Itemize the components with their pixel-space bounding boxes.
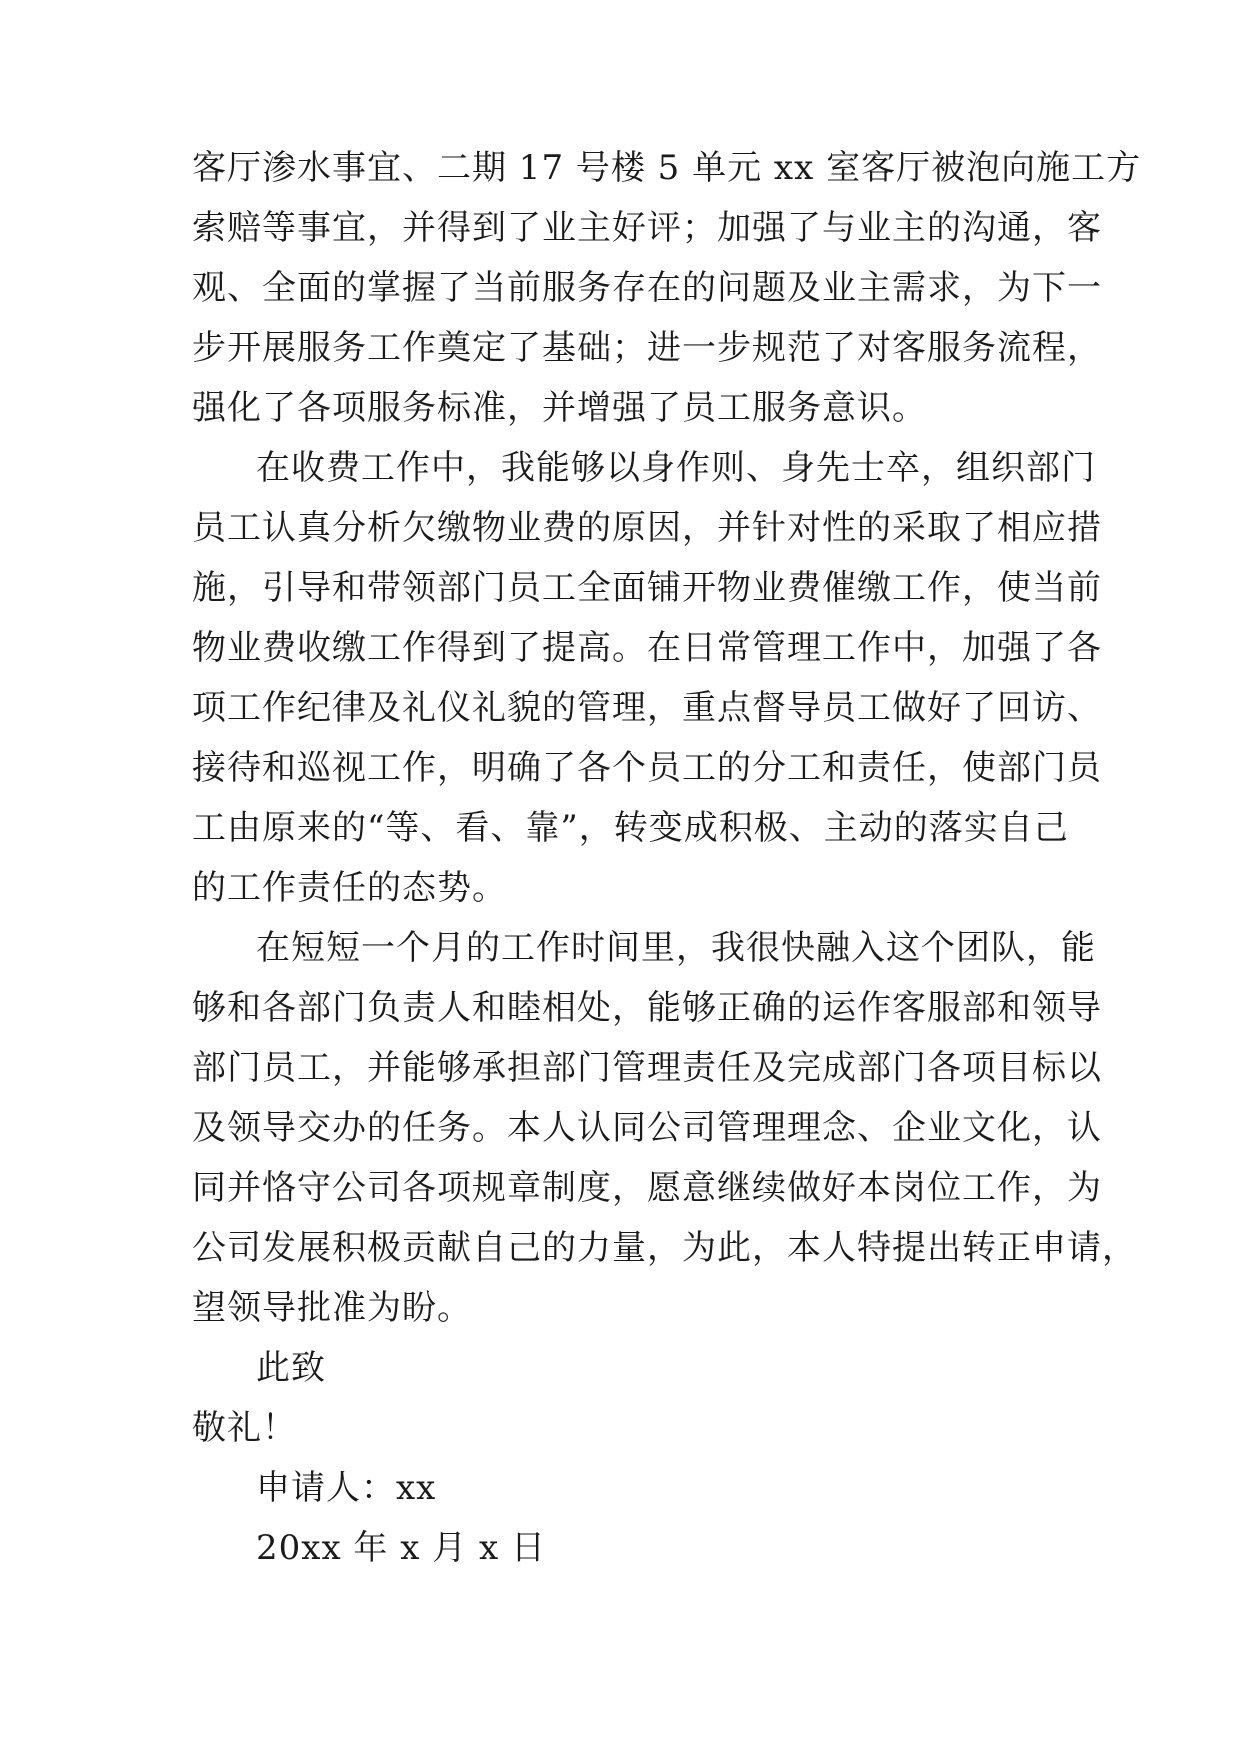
- body-line: 项工作纪律及礼仪礼貌的管理，重点督导员工做好了回访、: [192, 688, 1102, 728]
- body-line: 施，引导和带领部门员工全面铺开物业费催缴工作，使当前: [192, 568, 1102, 608]
- body-line: 工由原来的“等、看、靠”，转变成积极、主动的落实自己: [192, 808, 1069, 848]
- body-line: 公司发展积极贡献自己的力量，为此，本人特提出转正申请，: [192, 1228, 1137, 1268]
- body-line: 够和各部门负责人和睦相处，能够正确的运作客服部和领导: [192, 988, 1102, 1028]
- body-line: 客厅渗水事宜、二期 17 号楼 5 单元 xx 室客厅被泡向施工方: [192, 148, 1142, 188]
- body-line: 同并恪守公司各项规章制度，愿意继续做好本岗位工作，为: [192, 1168, 1102, 1208]
- closing-text: 此致: [256, 1348, 326, 1388]
- body-line: 的工作责任的态势。: [192, 868, 507, 908]
- body-line: 部门员工，并能够承担部门管理责任及完成部门各项目标以: [192, 1048, 1102, 1088]
- body-line: 强化了各项服务标准，并增强了员工服务意识。: [192, 388, 927, 428]
- body-line: 索赔等事宜，并得到了业主好评；加强了与业主的沟通，客: [192, 208, 1102, 248]
- applicant-signature: 申请人：xx: [256, 1468, 437, 1508]
- body-line: 员工认真分析欠缴物业费的原因，并针对性的采取了相应措: [192, 508, 1102, 548]
- body-line: 物业费收缴工作得到了提高。在日常管理工作中，加强了各: [192, 628, 1102, 668]
- document-date: 20xx 年 x 月 x 日: [256, 1528, 547, 1568]
- body-line: 望领导批准为盼。: [192, 1288, 472, 1328]
- body-line: 接待和巡视工作，明确了各个员工的分工和责任，使部门员: [192, 748, 1102, 788]
- body-line: 在收费工作中，我能够以身作则、身先士卒，组织部门: [256, 448, 1096, 488]
- body-line: 步开展服务工作奠定了基础；进一步规范了对客服务流程，: [192, 328, 1102, 368]
- body-line: 在短短一个月的工作时间里，我很快融入这个团队，能: [256, 928, 1096, 968]
- body-line: 观、全面的掌握了当前服务存在的问题及业主需求，为下一: [192, 268, 1102, 308]
- salute-text: 敬礼！: [192, 1408, 297, 1448]
- body-line: 及领导交办的任务。本人认同公司管理理念、企业文化，认: [192, 1108, 1102, 1148]
